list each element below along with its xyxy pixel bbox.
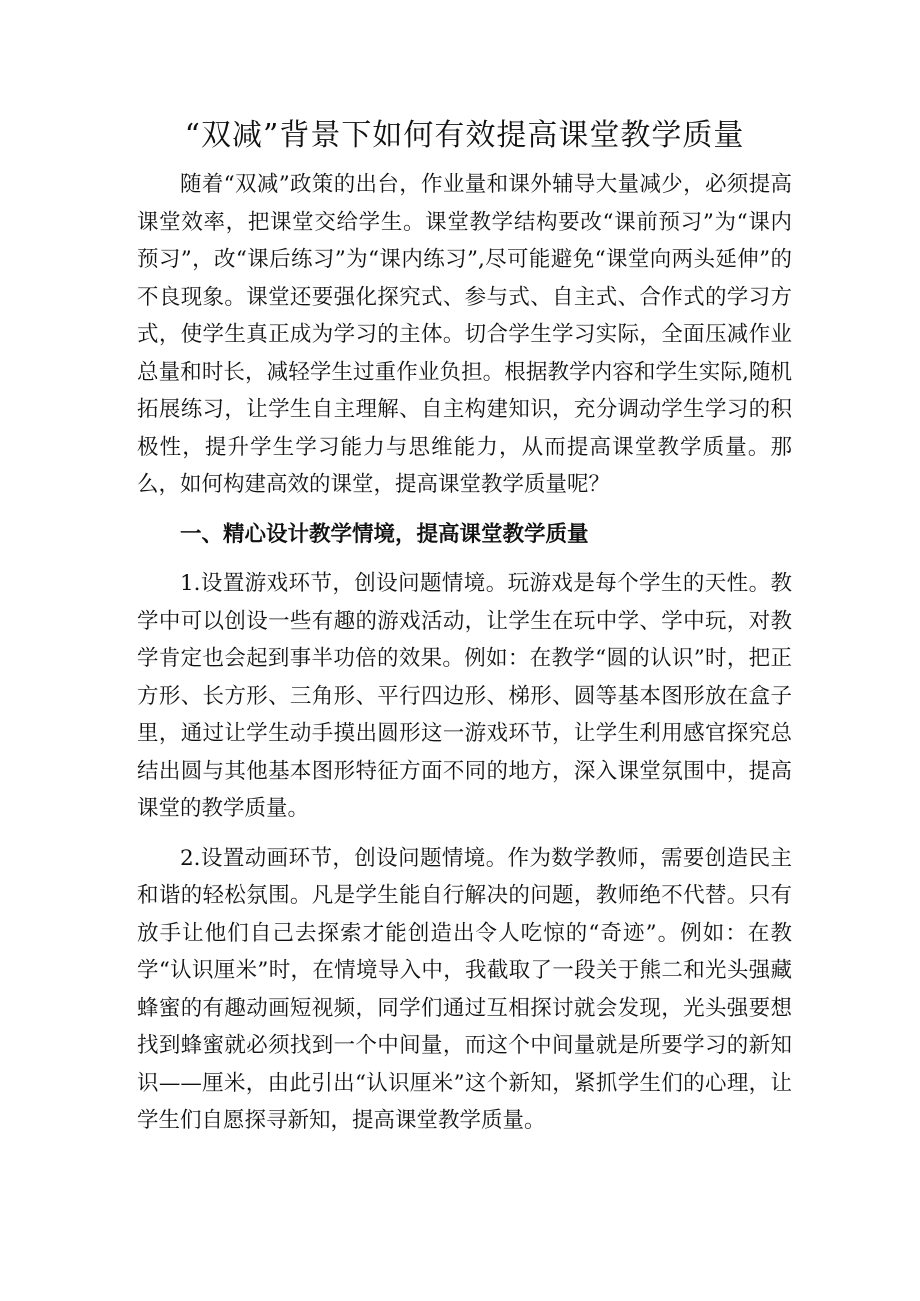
- section-heading-1: 一、精心设计教学情境，提高课堂教学质量: [180, 521, 589, 547]
- document-page: [137, 112, 792, 1152]
- item-paragraph-1: 1.设置游戏环节，创设问题情境。玩游戏是每个学生的天性。教学中可以创设一些有趣的游戏活动，让学生在玩中学、学中玩，对教学肯定也会起到事半功倍的效果。例如：在教学“圆的认识”时，把正方形、长方形、三角形、平行四边形、梯形、圆等基本图形放在盒子里，通过让学生动手摸出圆形这一游戏环节，让学生利用感官探究总结出圆与其他基本图形特征方面不同的地方，深入课堂氛围中，提高课堂的教学质量。: [137, 571, 792, 821]
- intro-paragraph: 随着“双减”政策的出台，作业量和课外辅导大量减少，必须提高课堂效率，把课堂交给学生。课堂教学结构要改“课前预习”为“课内预习”，改“课后练习”为“课内练习”,尽可能避免“课堂向两头延伸”的不良现象。课堂还要强化探究式、参与式、自主式、合作式的学习方式，使学生真正成为学习的主体。切合学生学习实际，全面压减作业总量和时长，减轻学生过重作业负担。根据教学内容和学生实际,随机拓展练习，让学生自主理解、自主构建知识，充分调动学生学习的积极性，提升学生学习能力与思维能力，从而提高课堂教学质量。那么，如何构建高效的课堂，提高课堂教学质量呢？: [137, 172, 792, 497]
- item-paragraph-2: 2.设置动画环节，创设问题情境。作为数学教师，需要创造民主和谐的轻松氛围。凡是学生能自行解决的问题，教师绝不代替。只有放手让他们自己去探索才能创造出令人吃惊的“奇迹”。例如：在教学“认识厘米”时，在情境导入中，我截取了一段关于熊二和光头强藏蜂蜜的有趣动画短视频，同学们通过互相探讨就会发现，光头强要想找到蜂蜜就必须找到一个中间量，而这个中间量就是所要学习的新知识——厘米，由此引出“认识厘米”这个新知，紧抓学生们的心理，让学生们自愿探寻新知，提高课堂教学质量。: [137, 845, 792, 1133]
- document-title: “双减”背景下如何有效提高课堂教学质量: [184, 118, 745, 153]
